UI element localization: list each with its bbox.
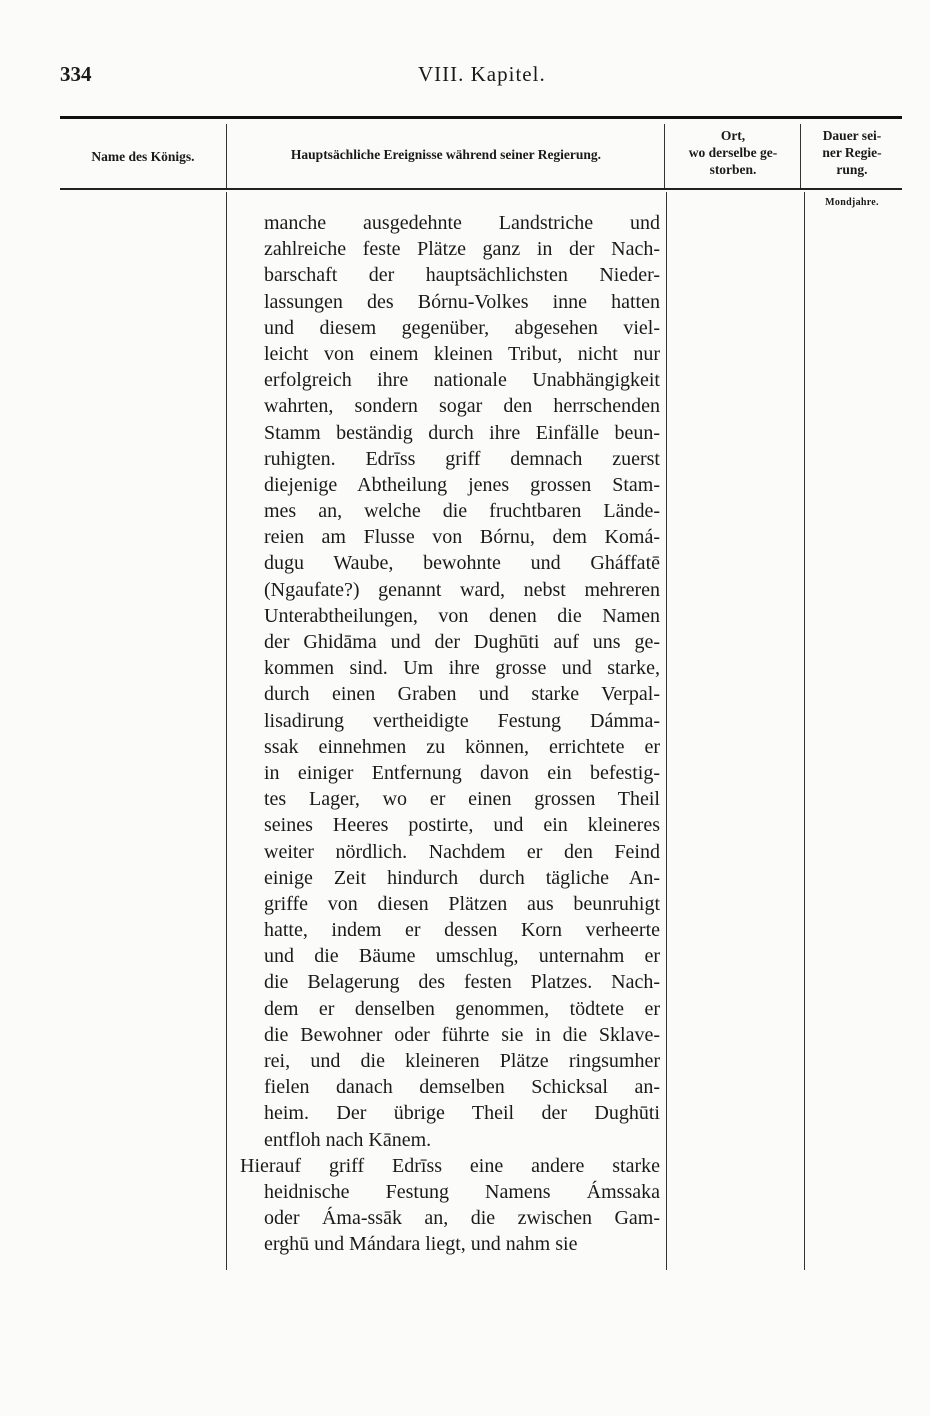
text-line: oder Áma-ssāk an, die zwischen Gam- <box>264 1207 660 1230</box>
text-line: barschaft der hauptsächlichsten Nieder- <box>264 264 660 287</box>
text-line: tes Lager, wo er einen grossen Theil <box>264 788 660 811</box>
text-line: fielen danach demselben Schicksal an- <box>264 1076 660 1099</box>
column-header-death-place-line: wo derselbe ge- <box>688 145 778 160</box>
column-header-king-name: Name des Königs. <box>91 149 195 164</box>
text-line: diejenige Abtheilung jenes grossen Stam- <box>264 473 660 496</box>
text-line: dugu Waube, bewohnte und Gháffatē <box>264 552 660 575</box>
text-line: und diesem gegenüber, abgesehen viel- <box>264 316 660 339</box>
text-line: erghū und Mándara liegt, und nahm sie <box>264 1233 578 1256</box>
text-line: und die Bäume umschlug, unternahm er <box>264 945 660 968</box>
text-line: zahlreiche feste Plätze ganz in der Nach- <box>264 238 660 261</box>
text-line: hatte, indem er dessen Korn verheerte <box>264 919 660 942</box>
text-line: seines Heeres postirte, und ein kleineres <box>264 814 660 837</box>
text-line: Unterabtheilungen, von denen die Namen <box>264 604 660 627</box>
column-divider-1-body <box>226 192 227 1270</box>
text-line: mes an, welche die fruchtbaren Lände- <box>264 500 660 523</box>
text-line: durch einen Graben und starke Verpal- <box>264 683 660 706</box>
column-divider-3-body <box>804 192 805 1270</box>
text-line: wahrten, sondern sogar den herrschenden <box>264 395 660 418</box>
text-line: dem er denselben genommen, tödtete er <box>264 997 660 1020</box>
column-divider-3 <box>800 124 801 188</box>
text-line: einige Zeit hindurch durch tägliche An- <box>264 866 660 889</box>
column-header-death-place-line: Ort, <box>720 128 746 143</box>
page-number: 334 <box>60 62 92 86</box>
text-line: griffe von diesen Plätzen aus beunruhigt <box>264 892 660 915</box>
text-line: leicht von einem kleinen Tribut, nicht nur <box>264 342 660 365</box>
column-header-reign-duration <box>804 127 900 178</box>
text-line: ssak einnehmen zu können, errichtete er <box>264 735 660 758</box>
text-line: rei, und die kleineren Plätze ringsumher <box>264 1050 660 1072</box>
table-top-rule <box>60 116 902 119</box>
column-header-reign-duration-line: Dauer sei- <box>822 128 882 143</box>
text-line: ruhigten. Edrīss griff demnach zuerst <box>264 447 660 470</box>
text-line: heim. Der übrige Theil der Dughūti <box>264 1102 660 1125</box>
text-line: kommen sind. Um ihre grosse und starke, <box>264 657 660 680</box>
running-head: VIII. Kapitel. <box>418 62 546 86</box>
column-header-events: Hauptsächliche Ereignisse während seiner Regierung. <box>290 147 602 162</box>
text-line: in einiger Entfernung davon ein befestig- <box>264 761 660 784</box>
column-header-death-place <box>668 127 798 178</box>
table-header-rule <box>60 188 902 190</box>
column-divider-2-body <box>666 192 667 1270</box>
column-header-reign-duration-line: rung. <box>836 162 868 177</box>
text-line: entfloh nach Kānem. <box>264 1128 432 1151</box>
text-line: reien am Flusse von Bórnu, dem Komá- <box>264 526 660 549</box>
events-text-block <box>240 210 660 1258</box>
column-divider-1 <box>226 124 227 188</box>
column-header-reign-duration-line: ner Regie- <box>822 145 882 160</box>
text-line: manche ausgedehnte Landstriche und <box>264 212 660 234</box>
text-line: lassungen des Bórnu-Volkes inne hatten <box>264 290 660 313</box>
text-line: Hierauf griff Edrīss eine andere starke <box>240 1154 660 1177</box>
paragraph <box>240 210 660 1153</box>
column-header-death-place-line: storben. <box>709 162 757 177</box>
text-line: erfolgreich ihre nationale Unabhängigkeit <box>264 369 660 392</box>
text-line: heidnische Festung Namens Ámssaka <box>264 1180 660 1203</box>
reign-unit-label: Mondjahre. <box>825 197 879 208</box>
text-line: lisadirung vertheidigte Festung Dámma- <box>264 709 660 732</box>
text-line: (Ngaufate?) genannt ward, nebst mehreren <box>264 578 660 601</box>
text-line: Stamm beständig durch ihre Einfälle beun- <box>264 421 660 444</box>
text-line: der Ghidāma und der Dughūti auf uns ge- <box>264 631 660 653</box>
paragraph <box>240 1153 660 1258</box>
column-divider-2 <box>664 124 665 188</box>
text-line: die Belagerung des festen Platzes. Nach- <box>264 971 660 994</box>
text-line: die Bewohner oder führte sie in die Sklave- <box>264 1023 660 1046</box>
text-line: weiter nördlich. Nachdem er den Feind <box>264 840 660 863</box>
